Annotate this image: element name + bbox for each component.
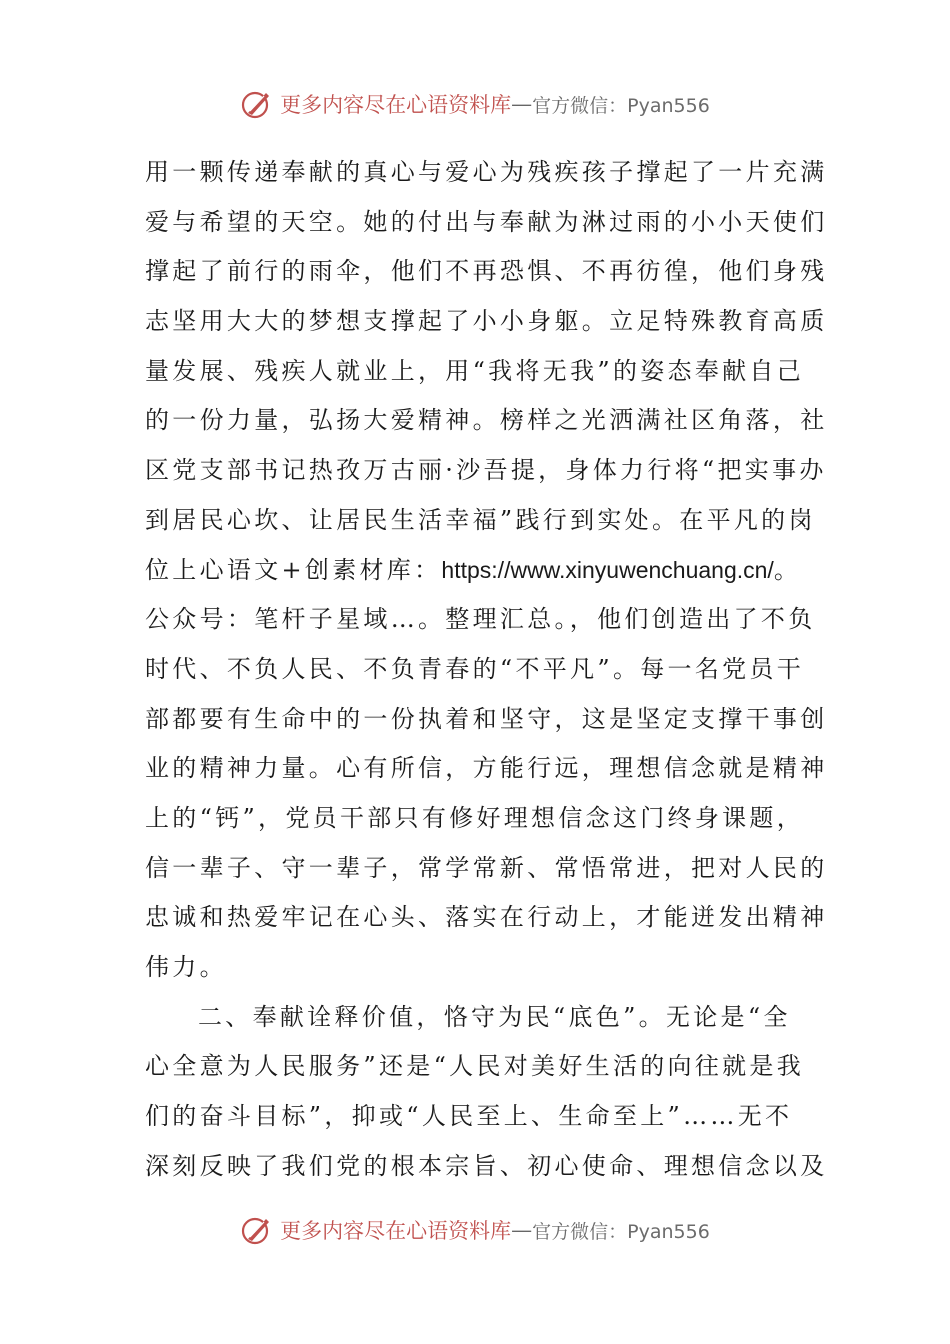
url-prefix: 位上心语文+创素材库： [145, 555, 442, 584]
quill-pen-circle-icon [240, 1213, 274, 1247]
header-watermark [0, 84, 950, 124]
quill-pen-circle-icon [240, 87, 274, 121]
text-line: 撑起了前行的雨伞，他们不再恐惧、不再彷徨，他们身残 [145, 257, 828, 286]
document-body [145, 148, 828, 1191]
text-line: 心全意为人民服务”还是“人民对美好生活的向往就是我 [145, 1052, 805, 1081]
text-line-with-url [145, 546, 807, 596]
text-line: 深刻反映了我们党的根本宗旨、初心使命、理想信念以及 [145, 1151, 828, 1180]
text-line: 用一颗传递奉献的真心与爱心为残疾孩子撑起了一片充满 [145, 158, 828, 186]
website-link[interactable]: https://www.xinyuwenchuang.cn/ [441, 556, 774, 583]
text-line: 志坚用大大的梦想支撑起了小小身躯。立足特殊教育高质 [145, 307, 828, 336]
text-line: 的一份力量，弘扬大爱精神。榜样之光洒满社区角落，社 [145, 406, 828, 435]
text-line: 区党支部书记热孜万古丽·沙吾提，身体力行将“把实事办 [145, 456, 827, 485]
footer-wechat-text: 官方微信：Pyan556 [532, 1220, 710, 1243]
text-line: 部都要有生命中的一份执着和坚守，这是坚定支撑干事创 [145, 704, 828, 733]
text-line: 到居民心坎、让居民生活幸福”践行到实处。在平凡的岗 [145, 505, 816, 534]
header-dash: — [511, 92, 533, 116]
url-suffix: 。 [773, 555, 802, 584]
footer-brand-text: 更多内容尽在心语资料库 [280, 1219, 512, 1243]
text-line: 们的奋斗目标”，抑或“人民至上、生命至上”……无不 [145, 1102, 793, 1131]
text-line: 时代、不负人民、不负青春的“不平凡”。每一名党员干 [145, 654, 805, 683]
text-line: 上的“钙”，党员干部只有修好理想信念这门终身课题， [145, 803, 805, 832]
footer-dash: — [511, 1218, 533, 1242]
text-line: 公众号：笔杆子星域…。整理汇总。，他们创造出了不负 [145, 605, 816, 634]
text-line: 业的精神力量。心有所信，方能行远，理想信念就是精神 [145, 754, 828, 783]
text-line: 忠诚和热爱牢记在心头、落实在行动上，才能迸发出精神 [145, 903, 828, 932]
paragraph-heading-line: 二、奉献诠释价值，恪守为民“底色”。无论是“全 [198, 1002, 791, 1031]
text-line: 伟力。 [145, 953, 227, 981]
text-line: 量发展、残疾人就业上，用“我将无我”的姿态奉献自己 [145, 356, 805, 385]
footer-watermark [0, 1210, 950, 1250]
text-line: 爱与希望的天空。她的付出与奉献为淋过雨的小小天使们 [145, 207, 828, 236]
header-wechat-text: 官方微信：Pyan556 [532, 94, 710, 117]
text-line: 信一辈子、守一辈子，常学常新、常悟常进，把对人民的 [145, 853, 828, 882]
header-brand-text: 更多内容尽在心语资料库 [280, 93, 512, 117]
